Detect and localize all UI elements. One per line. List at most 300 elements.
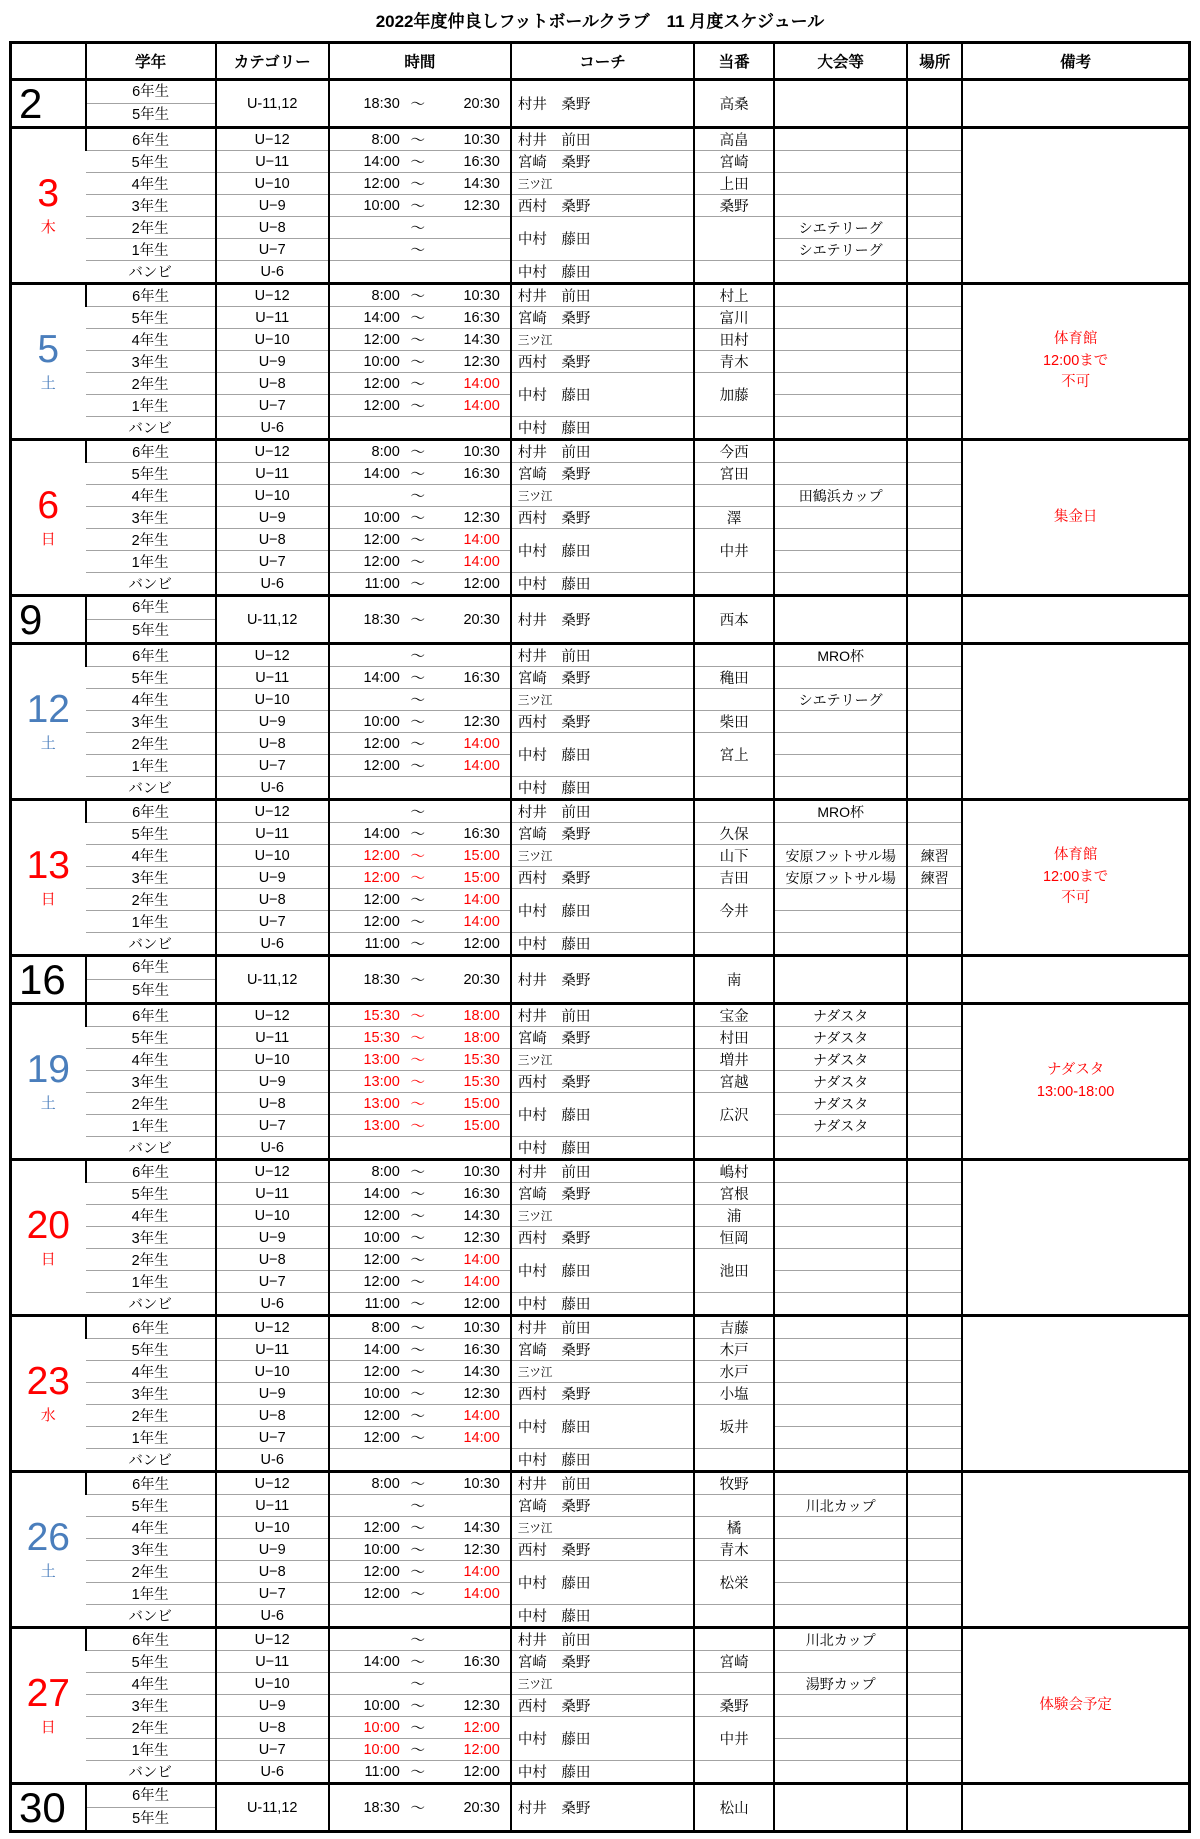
time-range [330,1293,510,1314]
tilde: ～ [410,759,426,775]
category-cell: U−12 [216,644,329,667]
tilde: ～ [410,1699,426,1715]
time-cell [329,755,511,777]
time-cell [329,956,511,1004]
schedule-table [9,41,1191,1833]
place-cell [907,1651,962,1673]
note-cell [962,1784,1189,1832]
grade-cell: 6年生 [86,1628,216,1651]
time-cell [329,867,511,889]
time-end: 20:30 [463,1799,500,1816]
coach-cell: 宮崎 桑野 [511,667,694,689]
coach-cell: 村井 桑野 [511,956,694,1004]
coach-cell: 西村 桑野 [511,1071,694,1093]
schedule-row [11,128,1190,151]
place-cell [907,1049,962,1071]
time-end: 12:00 [463,1763,500,1780]
note-cell [962,80,1189,128]
time-cell [329,933,511,956]
category-cell: U−8 [216,373,329,395]
category-cell: U−12 [216,440,329,463]
event-cell [774,933,907,956]
grade-cell: バンビ [86,1761,216,1784]
coach-cell: 村井 桑野 [511,596,694,644]
time-cell [329,463,511,485]
time-cell [329,239,511,261]
time-cell [329,284,511,307]
event-cell: シエテリーグ [774,239,907,261]
time-start: 10:00 [363,713,400,730]
date-cell [11,1004,86,1160]
time-end: 14:00 [463,1563,500,1580]
event-cell: ナダスタ [774,1093,907,1115]
tilde: ～ [410,1119,426,1135]
category-cell: U−12 [216,1628,329,1651]
col-header-grade: 学年 [86,43,216,80]
coach-cell: 中村 藤田 [511,1761,694,1784]
duty-cell [694,1628,774,1651]
event-cell: ナダスタ [774,1004,907,1027]
weekday-label: 木 [40,219,56,236]
tilde: ～ [410,1587,426,1603]
time-end: 20:30 [463,611,500,628]
time-cell [329,845,511,867]
time-end: 10:30 [463,1475,500,1492]
coach-cell: 村井 桑野 [511,80,694,128]
time-start: 12:00 [363,1273,400,1290]
weekday-label: 土 [40,375,56,392]
event-cell [774,777,907,800]
time-range [330,1049,510,1070]
category-cell: U−9 [216,1695,329,1717]
coach-cell: 西村 桑野 [511,1227,694,1249]
tilde: ～ [410,693,426,709]
place-cell [907,1027,962,1049]
category-cell: U−8 [216,217,329,239]
grade-cell: 3年生 [86,195,216,217]
schedule-row [11,1004,1190,1027]
time-end: 16:30 [463,669,500,686]
note-cell [962,1160,1189,1316]
grade-cell: 3年生 [86,711,216,733]
tilde: ～ [410,289,426,305]
duty-cell [694,417,774,440]
coach-cell: 村井 前田 [511,1316,694,1339]
place-cell [907,1249,962,1271]
time-range [330,1027,510,1048]
time-range [330,1093,510,1114]
grade-cell: 5年生 [86,1027,216,1049]
place-cell [907,956,962,1004]
event-cell: 川北カップ [774,1628,907,1651]
category-cell: U−9 [216,1539,329,1561]
grade-line: 6年生 [87,597,215,620]
grade-cell: 5年生 [86,307,216,329]
coach-cell: 宮崎 桑野 [511,1027,694,1049]
place-cell [907,507,962,529]
time-range [330,1473,510,1494]
place-cell [907,1472,962,1495]
event-cell [774,329,907,351]
duty-cell: 村田 [694,1027,774,1049]
time-start: 10:00 [363,1385,400,1402]
time-range [330,823,510,844]
time-cell [329,1517,511,1539]
event-cell: ナダスタ [774,1049,907,1071]
grade-cell: 2年生 [86,217,216,239]
date-number: 13 [26,844,70,887]
date-number: 19 [26,1048,70,1091]
col-header-coach: コーチ [511,43,694,80]
grade-cell: 3年生 [86,1071,216,1093]
tilde: ～ [410,1231,426,1247]
coach-cell: 中村 藤田 [511,373,694,417]
tilde: ～ [410,1009,426,1025]
grade-cell: 5年生 [86,1183,216,1205]
time-range [330,551,510,572]
event-cell [774,195,907,217]
tilde: ～ [410,871,426,887]
note-line: 集金日 [1053,508,1098,525]
place-cell [907,80,962,128]
place-cell [907,1427,962,1449]
coach-cell: 西村 桑野 [511,1695,694,1717]
event-cell [774,261,907,284]
duty-cell [694,1449,774,1472]
duty-cell: 増井 [694,1049,774,1071]
event-cell [774,80,907,128]
time-cell [329,1673,511,1695]
coach-cell: 三ツ江 [511,329,694,351]
place-cell [907,1605,962,1628]
date-cell [11,1472,86,1628]
time-cell [329,1293,511,1316]
duty-cell: 今井 [694,889,774,933]
time-end: 12:30 [463,1541,500,1558]
duty-cell: 松山 [694,1784,774,1832]
date-number: 9 [19,595,43,643]
time-end: 20:30 [463,971,500,988]
duty-cell: 加藤 [694,373,774,417]
time-start: 11:00 [364,1295,400,1312]
time-end: 16:30 [463,465,500,482]
time-end: 15:00 [463,847,500,864]
duty-cell: 恒岡 [694,1227,774,1249]
duty-cell [694,573,774,596]
time-start: 18:30 [363,971,400,988]
time-range [330,173,510,194]
time-start: 8:00 [371,131,400,148]
duty-cell: 池田 [694,1249,774,1293]
duty-cell [694,1137,774,1160]
place-cell [907,1093,962,1115]
tilde: ～ [410,511,426,527]
event-cell [774,1293,907,1316]
event-cell: 田鶴浜カップ [774,485,907,507]
col-header-note: 備考 [962,43,1189,80]
time-start: 12:00 [363,1363,400,1380]
duty-cell [694,689,774,711]
tilde: ～ [410,221,426,237]
category-cell: U−12 [216,284,329,307]
grade-cell: 6年生 [86,1472,216,1495]
event-cell [774,507,907,529]
coach-cell: 村井 前田 [511,1472,694,1495]
time-start: 14:00 [363,669,400,686]
time-range [330,529,510,550]
coach-cell: 中村 藤田 [511,529,694,573]
time-end: 14:30 [463,1519,500,1536]
event-cell: 川北カップ [774,1495,907,1517]
tilde: ～ [410,937,426,953]
event-cell: シエテリーグ [774,217,907,239]
tilde: ～ [410,1097,426,1113]
time-cell [329,711,511,733]
time-cell [329,485,511,507]
time-range [330,1651,510,1672]
tilde: ～ [410,1075,426,1091]
place-cell [907,1628,962,1651]
place-cell [907,217,962,239]
event-cell [774,1472,907,1495]
grade-line: 6年生 [87,1785,215,1808]
coach-cell: 中村 藤田 [511,261,694,284]
category-cell: U−10 [216,689,329,711]
time-cell [329,1405,511,1427]
duty-cell: 吉藤 [694,1316,774,1339]
weekday-label: 土 [40,1563,56,1580]
time-cell [329,507,511,529]
grade-cell: 6年生 [86,284,216,307]
duty-cell: 澤 [694,507,774,529]
category-cell: U−9 [216,195,329,217]
category-cell: U−12 [216,1160,329,1183]
coach-cell: 村井 前田 [511,1628,694,1651]
coach-cell: 宮崎 桑野 [511,151,694,173]
duty-cell: 久保 [694,823,774,845]
event-cell [774,1539,907,1561]
category-cell: U-6 [216,1761,329,1784]
event-cell [774,1427,907,1449]
tilde: ～ [410,1655,426,1671]
date-number: 2 [19,79,43,127]
place-cell [907,239,962,261]
date-cell [11,1628,86,1784]
tilde: ～ [410,199,426,215]
grade-cell: 4年生 [86,1361,216,1383]
grade-cell: 6年生 [86,1316,216,1339]
day-block-19 [11,1004,1190,1160]
time-end: 16:30 [463,1341,500,1358]
time-range [330,801,510,822]
time-cell [329,1449,511,1472]
time-start: 8:00 [371,443,400,460]
grade-cell: 5年生 [86,823,216,845]
event-cell: シエテリーグ [774,689,907,711]
event-cell [774,1449,907,1472]
place-cell [907,463,962,485]
coach-cell: 中村 藤田 [511,933,694,956]
place-cell [907,1071,962,1093]
tilde: ～ [410,177,426,193]
event-cell [774,823,907,845]
note-cell [962,1004,1189,1160]
coach-cell: 宮崎 桑野 [511,463,694,485]
place-cell [907,1383,962,1405]
time-range [330,129,510,150]
time-start: 11:00 [364,575,400,592]
tilde: ～ [410,355,426,371]
grade-cell: 2年生 [86,1405,216,1427]
event-cell [774,733,907,755]
place-cell [907,529,962,551]
tilde: ～ [410,333,426,349]
grade-cell: バンビ [86,573,216,596]
weekday-label: 日 [40,891,56,908]
event-cell [774,1517,907,1539]
date-cell [11,644,86,800]
tilde: ～ [410,1031,426,1047]
time-cell [329,1628,511,1651]
time-range [330,1695,510,1716]
time-start: 14:00 [363,153,400,170]
time-start: 18:30 [363,95,400,112]
coach-cell: 中村 藤田 [511,1293,694,1316]
time-cell [329,1427,511,1449]
place-cell [907,1495,962,1517]
place-cell [907,1583,962,1605]
note-cell [962,1472,1189,1628]
weekday-label: 土 [40,1095,56,1112]
weekday-label: 土 [40,735,56,752]
time-cell [329,395,511,417]
time-start: 12:00 [363,531,400,548]
time-end: 18:00 [463,1029,500,1046]
time-cell [329,777,511,800]
time-start: 12:00 [363,175,400,192]
grade-cell: バンビ [86,261,216,284]
category-cell: U-6 [216,1449,329,1472]
day-block-6 [11,440,1190,596]
place-cell [907,551,962,573]
coach-cell: 中村 藤田 [511,1093,694,1137]
duty-cell [694,485,774,507]
time-range [330,1539,510,1560]
time-range [330,933,510,954]
coach-cell: 中村 藤田 [511,733,694,777]
category-cell: U−9 [216,351,329,373]
coach-cell: 中村 藤田 [511,1249,694,1293]
time-start: 10:00 [363,1697,400,1714]
tilde: ～ [410,377,426,393]
time-start: 12:00 [363,869,400,886]
time-range [330,1495,510,1516]
duty-cell: 今西 [694,440,774,463]
tilde: ～ [410,1543,426,1559]
tilde: ～ [410,737,426,753]
category-cell: U−11 [216,1339,329,1361]
note-cell [962,800,1189,956]
time-end: 15:30 [463,1051,500,1068]
place-cell [907,573,962,596]
place-cell [907,395,962,417]
category-cell: U−11 [216,1495,329,1517]
time-start: 11:00 [364,935,400,952]
col-header-time: 時間 [329,43,511,80]
note-line: 不可 [1061,890,1091,907]
tilde: ～ [410,805,426,821]
time-start: 13:00 [363,1095,400,1112]
time-end: 14:00 [463,913,500,930]
category-cell: U-6 [216,261,329,284]
place-cell [907,644,962,667]
time-range [330,485,510,506]
place-cell [907,417,962,440]
time-cell [329,1160,511,1183]
time-range [330,969,510,990]
duty-cell: 西本 [694,596,774,644]
category-cell: U−9 [216,1071,329,1093]
time-cell [329,689,511,711]
time-cell [329,417,511,440]
tilde: ～ [410,1743,426,1759]
coach-cell: 三ツ江 [511,1049,694,1071]
tilde: ～ [410,577,426,593]
schedule-row [11,1472,1190,1495]
time-range [330,845,510,866]
grade-cell: 4年生 [86,173,216,195]
event-cell [774,573,907,596]
date-number: 27 [26,1672,70,1715]
grade-cell: 4年生 [86,1205,216,1227]
duty-cell: 柴田 [694,711,774,733]
duty-cell: 穐田 [694,667,774,689]
time-cell [329,889,511,911]
time-end: 14:30 [463,1207,500,1224]
date-number: 12 [26,688,70,731]
duty-cell: 水戸 [694,1361,774,1383]
date-number: 26 [26,1516,70,1559]
coach-cell: 宮崎 桑野 [511,1651,694,1673]
place-cell [907,1293,962,1316]
tilde: ～ [410,1801,426,1817]
place-cell [907,284,962,307]
time-range [330,1761,510,1782]
coach-cell: 村井 前田 [511,128,694,151]
coach-cell: 村井 前田 [511,800,694,823]
grade-cell: 3年生 [86,351,216,373]
tilde: ～ [410,243,426,259]
duty-cell: 宝金 [694,1004,774,1027]
time-end: 15:00 [463,1117,500,1134]
time-cell [329,128,511,151]
grade-cell: 1年生 [86,1271,216,1293]
place-cell [907,777,962,800]
time-start: 12:00 [363,913,400,930]
day-block-16 [11,956,1190,1004]
place-cell [907,1361,962,1383]
place-cell [907,485,962,507]
time-cell [329,551,511,573]
time-start: 14:00 [363,1341,400,1358]
duty-cell [694,933,774,956]
time-start: 18:30 [363,611,400,628]
place-cell: 練習 [907,867,962,889]
col-header-event: 大会等 [774,43,907,80]
time-end: 14:00 [463,735,500,752]
event-cell [774,417,907,440]
place-cell [907,1137,962,1160]
